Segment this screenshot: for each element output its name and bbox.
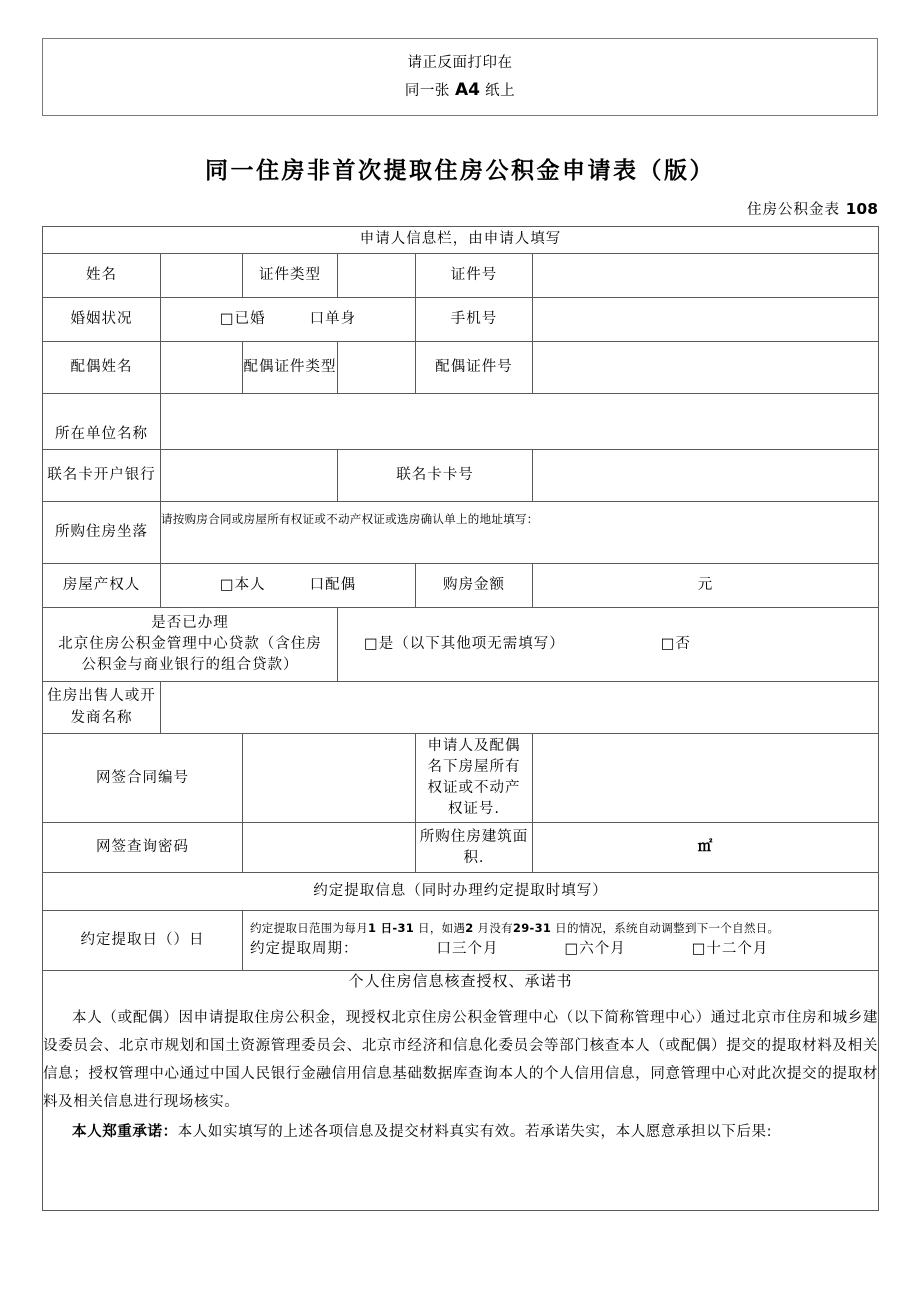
appointment-note-c: 日，如遇: [414, 921, 466, 936]
table-row-existing-loan: [43, 608, 879, 682]
table-row-declaration: [43, 971, 879, 1211]
existing-loan-line-1: 是否已办理: [151, 614, 229, 631]
appointment-note-d: 2: [465, 921, 474, 936]
table-row-contract-number: [43, 734, 879, 823]
input-employer-name[interactable]: [161, 394, 879, 450]
page-title: 同一住房非首次提取住房公积金申请表（版）: [205, 158, 715, 184]
appointment-note-e: 月没有: [473, 921, 513, 936]
label-id-number: 证件号: [416, 254, 533, 298]
section-appointment-info: 约定提取信息（同时办理约定提取时填写）: [43, 873, 879, 911]
checkbox-owner-spouse[interactable]: 口配偶: [309, 576, 357, 593]
print-notice-suffix: 纸上: [480, 82, 516, 99]
label-purchase-amount: 购房金额: [416, 564, 533, 608]
appointment-details: [243, 911, 879, 971]
section-applicant-info: 申请人信息栏，由申请人填写: [43, 227, 879, 254]
label-appointment-cycle: 约定提取周期：: [250, 940, 359, 957]
input-mobile-phone[interactable]: [533, 298, 879, 342]
table-row-spouse: [43, 342, 879, 394]
label-joint-card-number: 联名卡卡号: [338, 450, 533, 502]
label-marital-status: 婚姻状况: [43, 298, 161, 342]
label-existing-loan: [43, 608, 338, 682]
form-code: [747, 198, 878, 219]
form-code-label: 住房公积金表: [747, 202, 846, 218]
checkbox-single[interactable]: 口单身: [309, 310, 357, 327]
property-owner-options: [161, 564, 416, 608]
marital-status-options: [161, 298, 416, 342]
input-housing-address[interactable]: [161, 502, 879, 564]
label-spouse-id-number: 配偶证件号: [416, 342, 533, 394]
print-notice-line-1: 请正反面打印在: [407, 54, 513, 71]
appointment-note-b: 1 日-31: [368, 921, 415, 936]
print-notice-prefix: 同一张: [404, 82, 455, 99]
label-appointment-day[interactable]: 约定提取日（）日: [43, 911, 243, 971]
label-spouse-name: 配偶姓名: [43, 342, 161, 394]
declaration-block: [43, 971, 879, 1211]
appointment-cycle-row: [243, 938, 878, 962]
paper-size-label: A4: [455, 79, 480, 100]
checkbox-loan-no[interactable]: □否: [660, 635, 691, 652]
input-joint-card-number-grid[interactable]: [533, 450, 879, 502]
print-notice-line-2: [405, 77, 515, 105]
checkbox-cycle-6-months[interactable]: □六个月: [564, 940, 626, 957]
input-building-area[interactable]: [533, 823, 879, 873]
input-purchase-amount[interactable]: [533, 564, 879, 608]
checkbox-married[interactable]: □已婚: [219, 310, 266, 327]
declaration-promise-rest: 本人如实填写的上述各项信息及提交材料真实有效。若承诺失实，本人愿意承担以下后果:: [177, 1123, 773, 1140]
application-form-table: [42, 226, 879, 1211]
checkbox-cycle-12-months[interactable]: □十二个月: [691, 940, 769, 957]
table-row-housing-address: [43, 502, 879, 564]
label-id-type: 证件类型: [243, 254, 338, 298]
table-row-marital-status: [43, 298, 879, 342]
input-spouse-id-type[interactable]: [338, 342, 416, 394]
declaration-blank-space: [43, 1148, 878, 1210]
existing-loan-line-2: 北京住房公积金管理中心贷款（含住房: [58, 635, 322, 652]
appointment-day-note: [243, 918, 878, 937]
section-header-row: [43, 227, 879, 254]
declaration-paragraph-1: 本人（或配偶）因申请提取住房公积金，现授权北京住房公积金管理中心（以下简称管理中心）通过北京市住房和城乡建设委员会、北京市规划和国土资源管理委员会、北京市经济和信息化委员会等部门核查本人（或配偶）提交的提取材料及相关信息；授权管理中心通过中国人民银行金融信用信息基础数据库查询本人的个人信用信息，同意管理中心对此次提交的提取材料及相关信息进行现场核实。: [43, 1009, 878, 1110]
input-query-password[interactable]: [243, 823, 416, 873]
input-name[interactable]: [161, 254, 243, 298]
table-row-appointment: [43, 911, 879, 971]
label-ownership-cert-number: 申请人及配偶名下房屋所有权证或不动产权证号.: [416, 734, 533, 823]
input-joint-card-bank[interactable]: [161, 450, 338, 502]
label-query-password: 网签查询密码: [43, 823, 243, 873]
label-employer-name: 所在单位名称: [43, 394, 161, 450]
declaration-paragraph-2: [43, 1118, 878, 1146]
checkbox-cycle-3-months[interactable]: 口三个月: [436, 940, 499, 957]
input-spouse-name[interactable]: [161, 342, 243, 394]
input-ownership-cert-number[interactable]: [533, 734, 879, 823]
input-id-type[interactable]: [338, 254, 416, 298]
table-row-name: [43, 254, 879, 298]
existing-loan-line-3: 公积金与商业银行的组合贷款）: [81, 657, 299, 673]
appointment-note-f: 29-31: [512, 921, 552, 936]
appointment-note-a: 约定提取日范围为每月: [250, 921, 368, 936]
print-notice-box: [42, 38, 878, 116]
table-row-employer: [43, 394, 879, 450]
input-seller-name[interactable]: [161, 682, 879, 734]
housing-address-hint: 请按购房合同或房屋所有权证或不动产权证或选房确认单上的地址填写：: [161, 512, 539, 526]
table-row-query-password: [43, 823, 879, 873]
input-spouse-id-number-grid[interactable]: [533, 342, 879, 394]
checkbox-loan-yes[interactable]: □是（以下其他项无需填写）: [364, 635, 565, 652]
label-joint-card-bank: 联名卡开户银行: [43, 450, 161, 502]
label-property-owner: 房屋产权人: [43, 564, 161, 608]
form-code-number: 108: [845, 200, 878, 218]
input-contract-number[interactable]: [243, 734, 416, 823]
table-row-property-owner: [43, 564, 879, 608]
table-row-seller: [43, 682, 879, 734]
input-id-number-grid[interactable]: [533, 254, 879, 298]
label-building-area: 所购住房建筑面积.: [416, 823, 533, 873]
label-housing-address: 所购住房坐落: [43, 502, 161, 564]
building-area-unit: ㎡: [697, 839, 714, 856]
appointment-note-g: 日的情况，系统自动调整到下一个自然日。: [551, 921, 780, 936]
label-mobile-phone: 手机号: [416, 298, 533, 342]
label-seller-name: 住房出售人或开发商名称: [43, 682, 161, 734]
label-contract-number: 网签合同编号: [43, 734, 243, 823]
declaration-promise-lead: 本人郑重承诺：: [72, 1123, 178, 1140]
existing-loan-options: [338, 608, 879, 682]
declaration-title: 个人住房信息核查授权、承诺书: [348, 972, 573, 991]
section-appointment-row: [43, 873, 879, 911]
checkbox-owner-self[interactable]: □本人: [219, 576, 266, 593]
label-name: 姓名: [43, 254, 161, 298]
label-spouse-id-type: 配偶证件类型: [243, 342, 338, 394]
purchase-amount-unit: 元: [697, 576, 714, 593]
table-row-joint-card: [43, 450, 879, 502]
